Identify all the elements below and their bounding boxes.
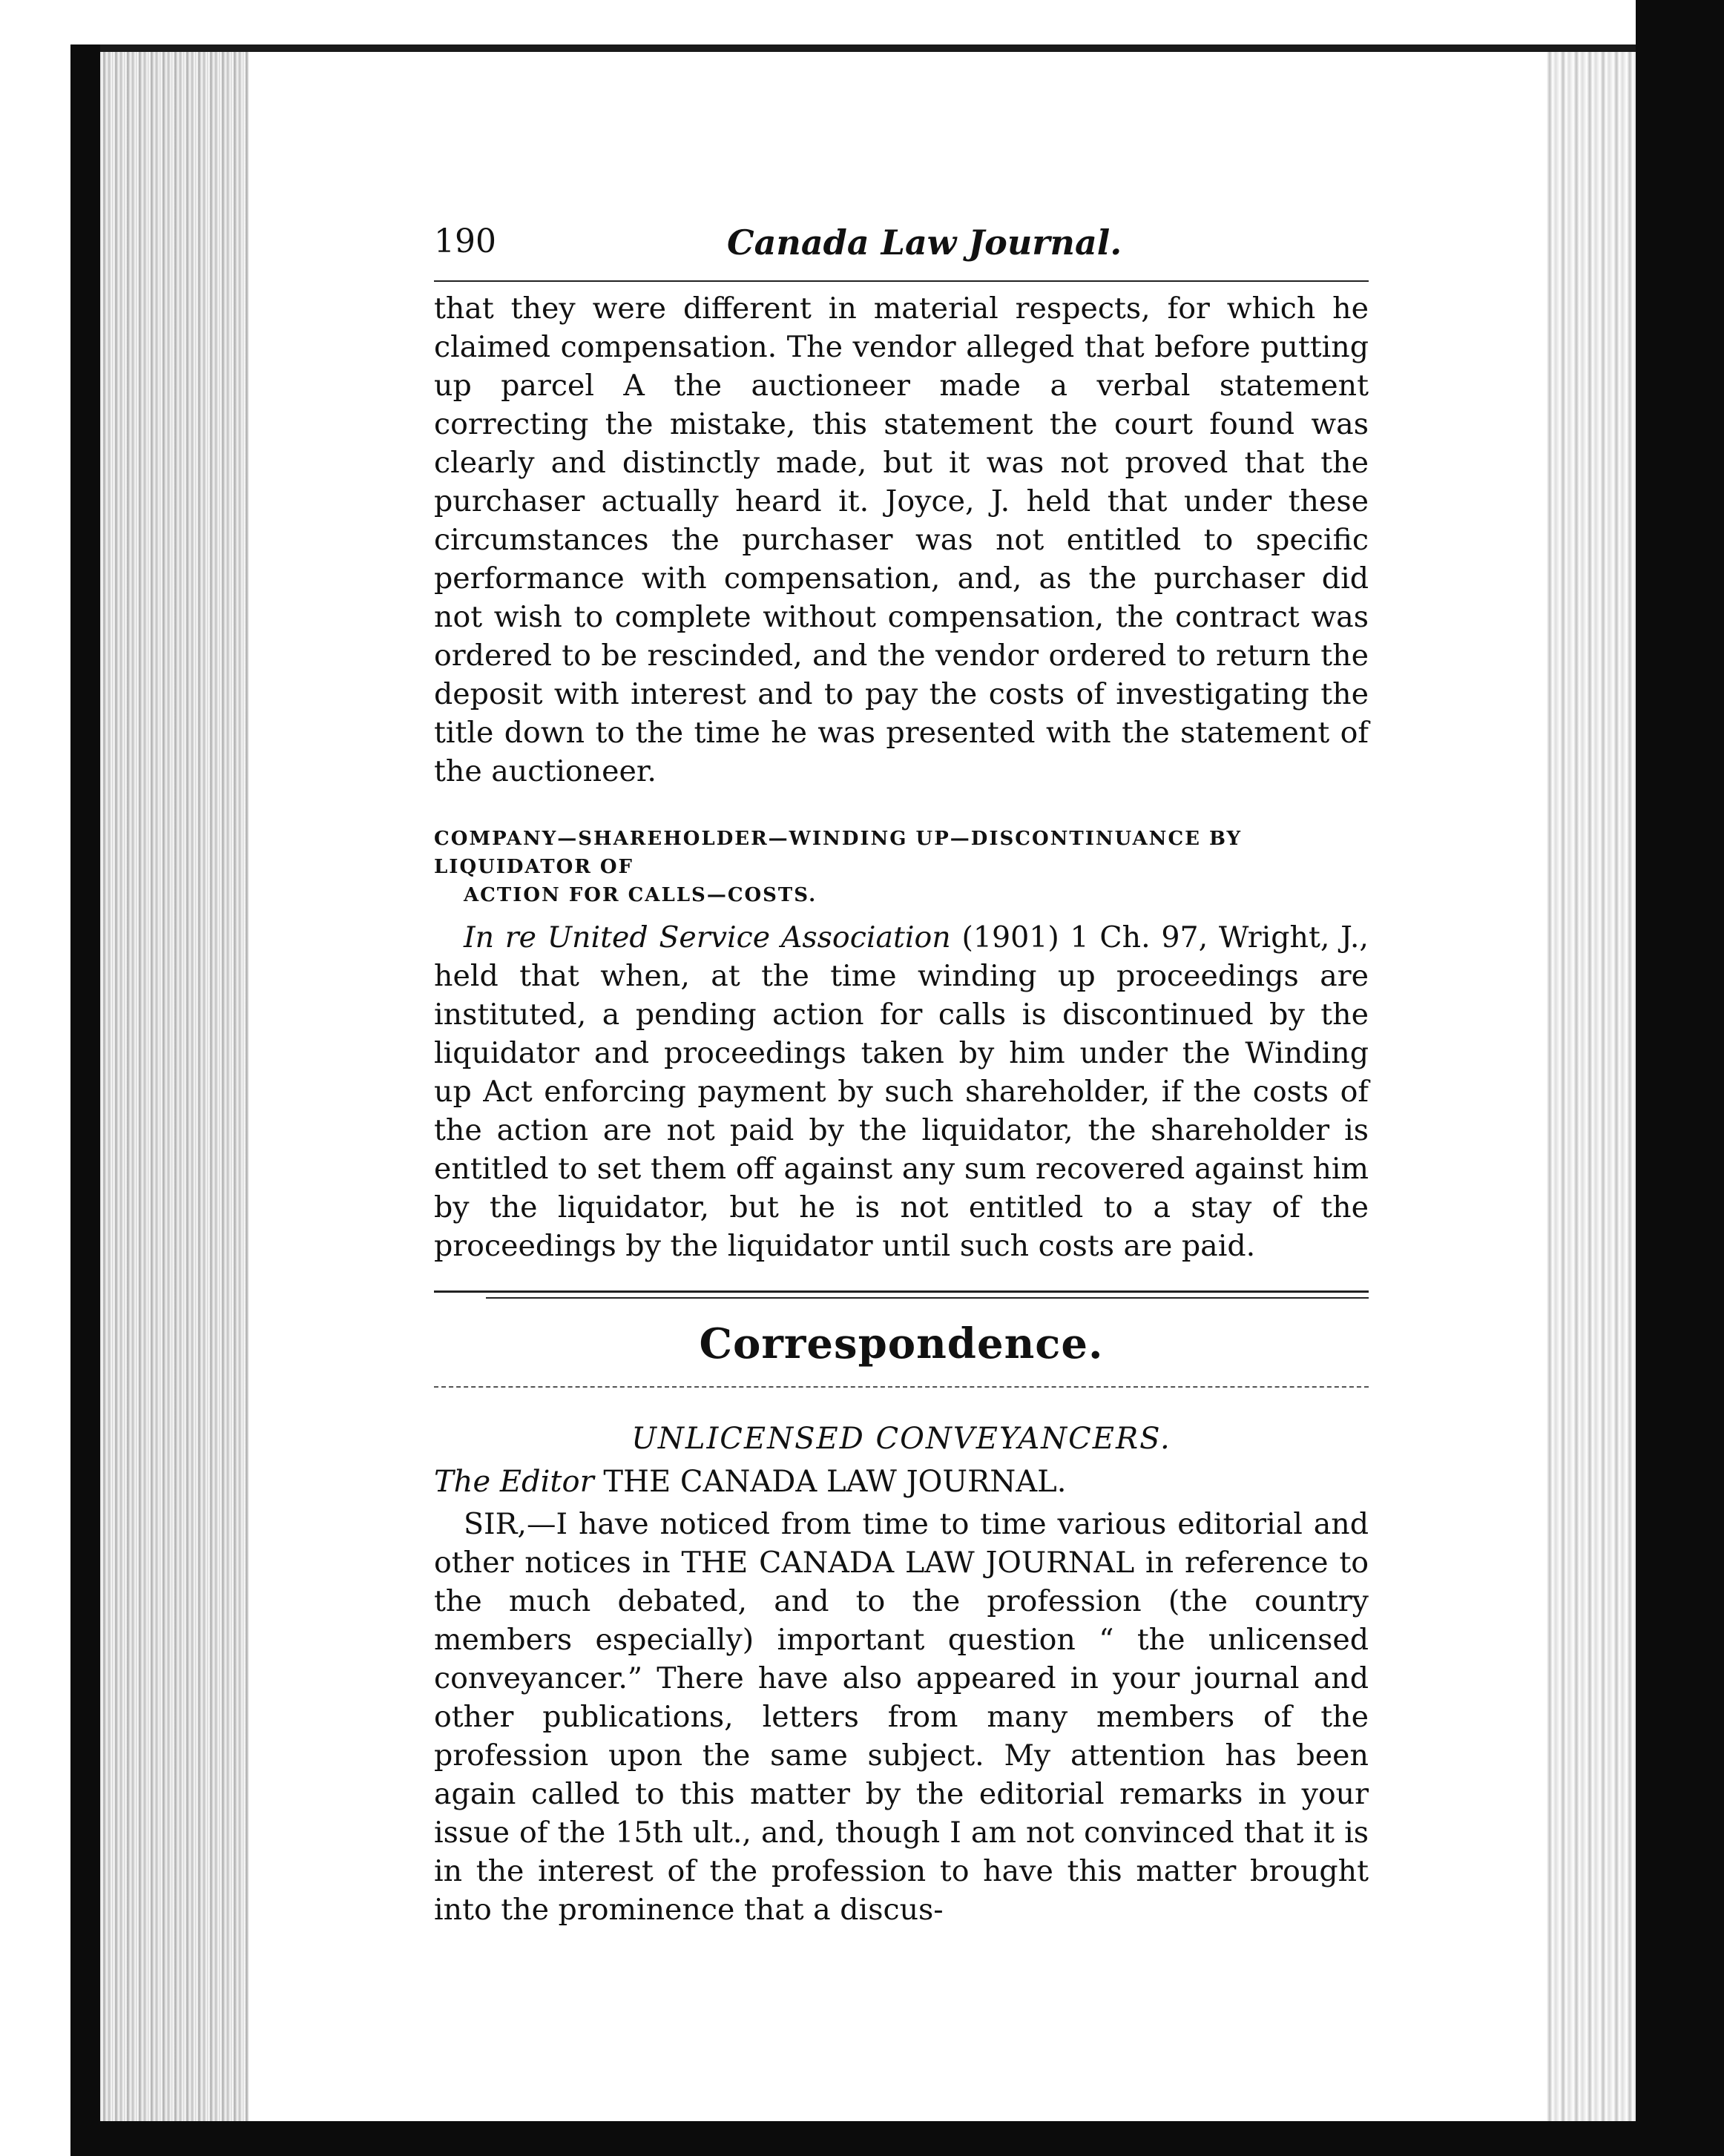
section2-heading-line1: COMPANY—SHAREHOLDER—WINDING UP—DISCONTINUANCE BY LIQUIDATOR OF: [434, 828, 1243, 878]
correspondence-subtitle: UNLICENSED CONVEYANCERS.: [631, 1422, 1171, 1456]
scan-border-top: [100, 44, 1636, 52]
page-edge-right: [1547, 52, 1636, 2121]
correspondence-rule-top-2: [486, 1297, 1369, 1299]
section2-case-name: In re United Service Association: [464, 920, 951, 955]
page-number: 190: [434, 222, 496, 260]
salutation-journal: THE CANADA LAW JOURNAL.: [603, 1465, 1067, 1499]
section1-body: that they were different in material respects, for which he claimed compensation. The vendor alleged that before putting up parcel A the auctioneer made a verbal statement correcting the mistake, this statement the court found was clearly and distinctly made, but it was not proved that the purchaser actually heard it. Joyce, J. held that under these circumstances the purchaser was not entitled to specific performance with compensation, and, as the purchaser did not wish to complete without compensation, the contract was ordered to be rescinded, and the vendor ordered to return the deposit with interest and to pay the costs of investigating the title down to the time he was presented with the statement of the auctioneer.: [434, 291, 1369, 788]
scan-border-bottom: [70, 2121, 1724, 2156]
section2-paragraph: [434, 918, 1369, 1265]
header-rule: [434, 280, 1369, 282]
section2-heading-line2: ACTION FOR CALLS—COSTS.: [464, 884, 817, 906]
salutation-italic: The Editor: [434, 1465, 594, 1499]
scan-border-right: [1636, 0, 1724, 2156]
page-content: [434, 222, 1369, 1929]
journal-title: Canada Law Journal.: [727, 222, 1122, 263]
scan-border-left: [70, 44, 100, 2156]
correspondence-title: Correspondence.: [699, 1319, 1104, 1368]
running-head: [434, 222, 1369, 274]
correspondence-body: SIR,—I have noticed from time to time various editorial and other notices in THE CANADA LAW JOURNAL in reference to the much debated, and to the profession (the country members especially) important question “ the unlicensed conveyancer.” There have also appeared in your journal and other publications, letters from many members of the profession upon the same subject. My attention has been again called to this matter by the editorial remarks in your issue of the 15th ult., and, though I am not convinced that it is in the interest of the profession to have this matter brought into the prominence that a discus-: [434, 1507, 1369, 1927]
section2-body: (1901) 1 Ch. 97, Wright, J., held that when, at the time winding up proceedings are instituted, a pending action for calls is discontinued by the liquidator and proceedings taken by him under the Winding up Act enforcing payment by such shareholder, if the costs of the action are not paid by the liquidator, the shareholder is entitled to set them off against any sum recovered against him by the liquidator, but he is not entitled to a stay of the proceedings by the liquidator until such costs are paid.: [434, 920, 1369, 1263]
correspondence-salutation: [434, 1465, 1369, 1499]
correspondence-rule-top: [434, 1290, 1369, 1293]
correspondence-rule-bottom: [434, 1386, 1369, 1388]
section2: [434, 825, 1369, 1265]
page-edge-left: [100, 52, 249, 2121]
